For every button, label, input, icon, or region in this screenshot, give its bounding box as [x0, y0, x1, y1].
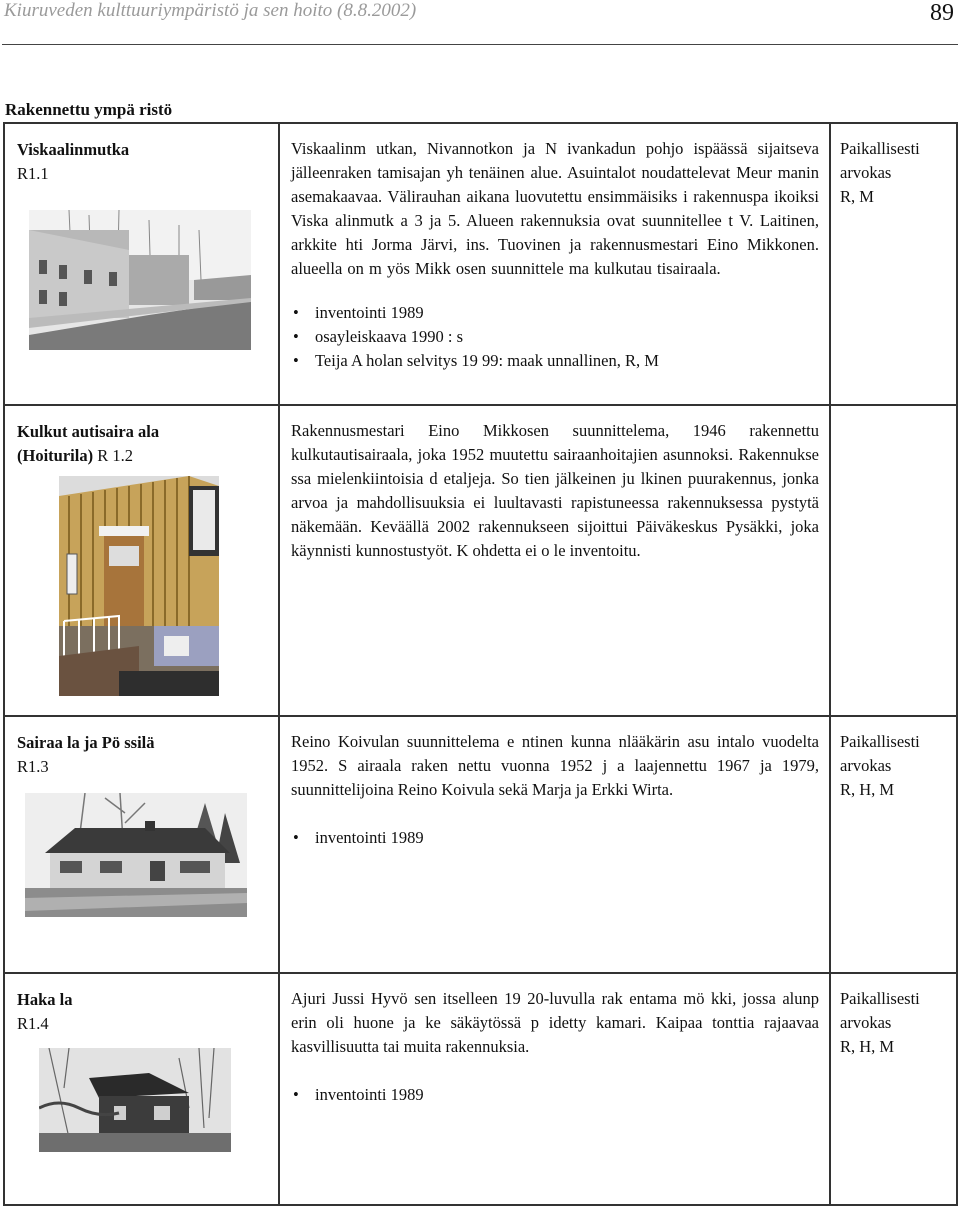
- site-code: R1.1: [17, 164, 49, 183]
- site-photo: [25, 793, 247, 917]
- site-cell: [4, 123, 279, 405]
- reference-text: osayleiskaava 1990 : s: [315, 327, 464, 346]
- site-name: Sairaa la ja Pö ssilä: [17, 733, 155, 752]
- reference-list: [291, 301, 819, 373]
- header-divider: [2, 44, 958, 45]
- value-line: Paikallisesti: [840, 139, 920, 158]
- value-cell: [830, 716, 957, 973]
- page-header: [0, 0, 960, 46]
- site-cell: [4, 973, 279, 1205]
- site-photo: [39, 1048, 231, 1152]
- site-cell: [4, 716, 279, 973]
- value-cell: [830, 123, 957, 405]
- site-description: Viskaalinm utkan, Nivannotkon ja N ivankadun pohjo ispäässä sijaitseva jälleenraken tamisajan yh tenäinen alue. Asuintalot noudattelevat Meur manin asemakaavaa. Välirauhan aikana luovutettu ensimmäisiks i rakennuspa ikoiksi Viska alinmutk a 3 ja 5. Alueen rakennuksia ovat suunnitellee t V. Laitinen, arkkite hti Jorma Järvi, ins. Tuovinen ja rakennusmestari Eino Mikkonen. alueella on m yös Mikk osen suunnittele ma kulkutau tisairaala.: [291, 139, 819, 278]
- value-line: R, H, M: [840, 1037, 895, 1056]
- site-description: Reino Koivulan suunnittelema e ntinen kunna nlääkärin asu intalo vuodelta 1952. S airaala raken nettu vuonna 1952 j a laajennettu 1967 ja 1979, suunnittelijoina Reino Koivula sekä Marja ja Erkki Wirta.: [291, 732, 819, 799]
- site-description: Ajuri Jussi Hyvö sen itselleen 19 20-luvulla rak entama mö kki, jossa alunp erin oli huone ja ke säkäytössä p idetty kamari. Kaipaa tonttia rajaavaa kasvillisuutta tai muita rakennuksia.: [291, 989, 819, 1056]
- site-photo: [59, 476, 219, 696]
- reference-text: inventointi 1989: [315, 1085, 424, 1104]
- value-line: arvokas: [840, 163, 892, 182]
- document-title: Kiuruveden kulttuuriympäristö ja sen hoito (8.8.2002): [4, 0, 417, 21]
- description-cell: [279, 123, 830, 405]
- value-line: Paikallisesti: [840, 989, 920, 1008]
- value-line: Paikallisesti: [840, 732, 920, 751]
- description-cell: [279, 716, 830, 973]
- reference-text: inventointi 1989: [315, 303, 424, 322]
- site-cell: [4, 405, 279, 716]
- inventory-table: [3, 122, 958, 1206]
- value-line: R, H, M: [840, 780, 895, 799]
- site-photo: [29, 210, 251, 350]
- list-item: • inventointi 1989: [293, 303, 424, 322]
- site-code: R 1.2: [97, 446, 133, 465]
- table-row: [4, 973, 957, 1205]
- value-line: arvokas: [840, 1013, 892, 1032]
- site-name: Viskaalinmutka: [17, 140, 130, 159]
- value-line: R, M: [840, 187, 874, 206]
- reference-list: [291, 826, 819, 850]
- site-name-alt: (Hoiturila): [17, 446, 94, 465]
- list-item: • osayleiskaava 1990 : s: [293, 327, 464, 346]
- reference-list: [291, 1083, 819, 1107]
- site-code: R1.3: [17, 757, 49, 776]
- section-title: Rakennettu ympä ristö: [5, 100, 173, 119]
- table-row: [4, 716, 957, 973]
- site-description: Rakennusmestari Eino Mikkosen suunnittelema, 1946 rakennettu kulkutautisairaala, joka 1952 muutettu sairaanhoitajien asunnoksi. Rakennukse ssa mielenkiintoisia d etaljeja. So tien jälkeinen ju lkinen puurakennus, jonka arvoa ja mahdollisuuksia ei luultavasti rapistuneessa rakennuksessa pystytä näkemään. Keväällä 2002 rakennukseen sijoittui Päiväkeskus Pysäkki, joka käynnisti kunnostustyöt. K ohdetta ei o le inventoitu.: [291, 421, 819, 560]
- list-item: • Teija A holan selvitys 19 99: maak unnallinen, R, M: [293, 351, 659, 370]
- value-line: arvokas: [840, 756, 892, 775]
- page-number: 89: [930, 0, 954, 26]
- site-name: Haka la: [17, 990, 73, 1009]
- reference-text: inventointi 1989: [315, 828, 424, 847]
- list-item: • inventointi 1989: [293, 828, 424, 847]
- description-cell: [279, 405, 830, 716]
- site-code: R1.4: [17, 1014, 49, 1033]
- value-cell: [830, 405, 957, 716]
- table-row: [4, 123, 957, 405]
- site-name: Kulkut autisaira ala: [17, 422, 160, 441]
- list-item: • inventointi 1989: [293, 1085, 424, 1104]
- reference-text: Teija A holan selvitys 19 99: maak unnallinen, R, M: [315, 351, 659, 370]
- value-cell: [830, 973, 957, 1205]
- description-cell: [279, 973, 830, 1205]
- table-row: [4, 405, 957, 716]
